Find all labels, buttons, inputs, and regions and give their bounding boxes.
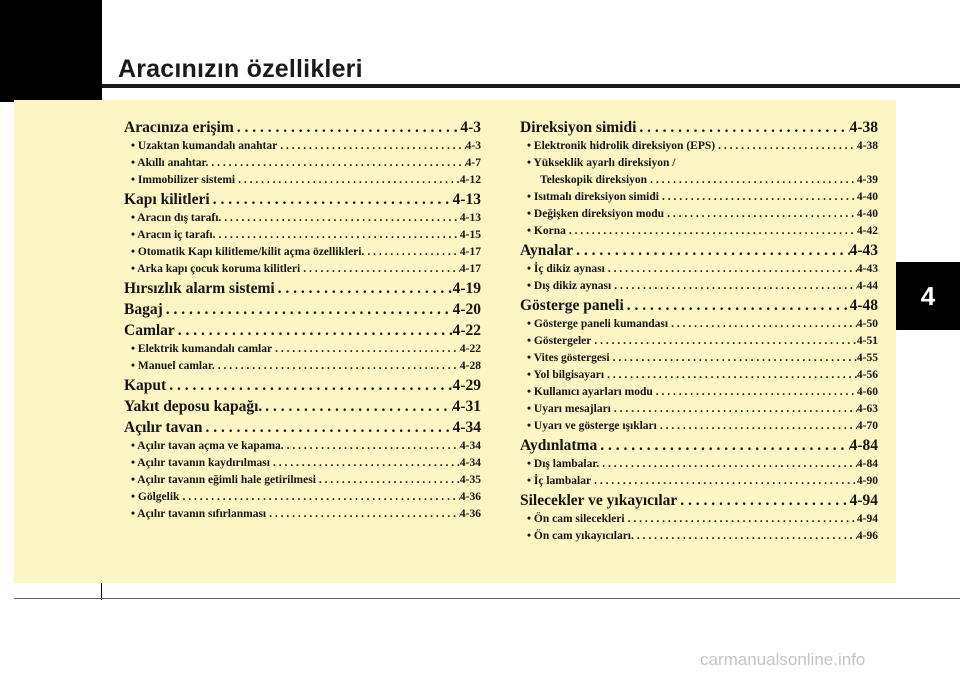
page-number: 4-19 [452, 280, 481, 297]
toc-subentry-label: • Ön cam silecekleri [527, 513, 625, 525]
dot-leader [611, 278, 857, 295]
toc-subentry[interactable] [520, 384, 878, 401]
page-number: 4-48 [849, 297, 878, 314]
toc-section-entry[interactable] [124, 320, 481, 341]
dot-leader [235, 172, 460, 189]
dot-leader [625, 511, 857, 528]
title-rule [102, 84, 960, 88]
toc-subentry-label: • Korna [527, 225, 566, 237]
page-number: 4-55 [856, 352, 878, 364]
toc-subentry[interactable] [520, 333, 878, 350]
toc-subentry-label: • Uyarı mesajları [527, 403, 611, 415]
toc-subentry[interactable] [124, 261, 481, 278]
toc-section-label: Camlar [124, 322, 175, 339]
dot-leader [270, 455, 460, 472]
dot-leader [203, 417, 453, 438]
toc-subentry-label: • Aracın dış tarafı. [131, 212, 222, 224]
dot-leader [316, 472, 460, 489]
toc-section-entry[interactable] [124, 117, 481, 138]
toc-column-right [520, 117, 878, 545]
toc-subentry[interactable] [520, 473, 878, 490]
page-number: 4-15 [459, 229, 481, 241]
toc-section-label: Silecekler ve yıkayıcılar [520, 492, 678, 509]
dot-leader [216, 227, 460, 244]
page-number: 4-43 [856, 263, 878, 275]
page-number: 4-42 [856, 225, 878, 237]
footer-rule [14, 598, 960, 599]
page-number: 4-70 [856, 420, 878, 432]
toc-subentry[interactable] [124, 244, 481, 261]
dot-leader [715, 138, 857, 155]
toc-section-label: Kapı kilitleri [124, 191, 210, 208]
toc-subentry-label: • Dış lambalar. [527, 458, 600, 470]
toc-section-label: Aydınlatma [520, 437, 598, 454]
toc-subentry[interactable] [520, 350, 878, 367]
toc-section-entry[interactable] [520, 435, 878, 456]
toc-section-entry[interactable] [124, 417, 481, 438]
dot-leader [221, 210, 460, 227]
toc-section-entry[interactable] [520, 117, 878, 138]
toc-subentry-label: • Ön cam yıkayıcıları. [527, 530, 634, 542]
toc-subentry-label: • Elektrik kumandalı camlar [131, 343, 273, 355]
toc-subentry-label: • İç dikiz aynası [527, 263, 605, 275]
toc-subentry[interactable] [124, 438, 481, 455]
dot-leader [610, 350, 857, 367]
toc-subentry[interactable] [520, 278, 878, 295]
page-number: 4-94 [849, 492, 878, 509]
page-number: 4-22 [452, 322, 481, 339]
page-number: 4-13 [459, 212, 481, 224]
toc-subentry[interactable] [520, 456, 878, 473]
toc-subitem-label: • Yükseklik ayarlı direksiyon / [527, 157, 676, 169]
toc-subentry[interactable] [520, 401, 878, 418]
toc-subentry-label: • Arka kapı çocuk koruma kilitleri [131, 263, 301, 275]
toc-subentry[interactable] [520, 528, 878, 545]
toc-section-label: Açılır tavan [124, 419, 203, 436]
page-number: 4-34 [452, 419, 481, 436]
page-number: 4-38 [856, 140, 878, 152]
page-number: 4-34 [459, 440, 481, 452]
toc-subentry-label: • Uzaktan kumandalı anahtar [131, 140, 278, 152]
toc-section-entry[interactable] [124, 396, 481, 417]
dot-leader [179, 489, 459, 506]
toc-subentry[interactable] [520, 316, 878, 333]
toc-section-label: Yakıt deposu kapağı. [124, 398, 263, 415]
dot-leader [215, 358, 460, 375]
toc-section-entry[interactable] [124, 189, 481, 210]
page-number: 4-84 [849, 437, 878, 454]
page-number: 4-28 [459, 360, 481, 372]
toc-subentry[interactable] [124, 341, 481, 358]
toc-section-label: Kaput [124, 377, 167, 394]
toc-subentry-label: • Kullanıcı ayarları modu [527, 386, 653, 398]
watermark: carmanualsonline.info [700, 650, 866, 669]
dot-leader [668, 316, 857, 333]
dot-leader [605, 261, 857, 278]
toc-subentry[interactable] [520, 418, 878, 435]
toc-subentry[interactable] [520, 206, 878, 223]
page-number: 4-84 [856, 458, 878, 470]
toc-subentry-label: • Dış dikiz aynası [527, 280, 612, 292]
page-number: 4-96 [856, 530, 878, 542]
toc-subentry-label: • Immobilizer sistemi [131, 174, 236, 186]
dot-leader [163, 299, 453, 320]
toc-section-label: Gösterge paneli [520, 297, 624, 314]
dot-leader [175, 320, 453, 341]
page-number: 4-94 [856, 513, 878, 525]
page-number: 4-7 [465, 157, 481, 169]
dot-leader [604, 367, 857, 384]
dot-leader [677, 490, 849, 511]
dot-leader [659, 189, 857, 206]
dot-leader [275, 278, 453, 299]
toc-subentry[interactable] [124, 506, 481, 523]
page-number: 4-90 [856, 475, 878, 487]
toc-subentry[interactable] [520, 261, 878, 278]
dot-leader [208, 155, 465, 172]
toc-subentry-label: • Akıllı anahtar. [131, 157, 209, 169]
page-number: 4-35 [459, 474, 481, 486]
toc-subentry-label: • Gölgelik [131, 491, 180, 503]
toc-subentry-label: • Açılır tavanın eğimli hale getirilmesi [131, 474, 316, 486]
page-number: 4-36 [459, 491, 481, 503]
toc-subentry-label: Teleskopik direksiyon [540, 174, 648, 186]
page-number: 4-40 [856, 191, 878, 203]
toc-subentry-label: • Manuel camlar. [131, 360, 215, 372]
toc-section-entry[interactable] [520, 240, 878, 261]
page-number: 4-3 [460, 119, 481, 136]
toc-subentry[interactable] [124, 358, 481, 375]
toc-subentry-label: • Aracın iç tarafı. [131, 229, 216, 241]
toc-column-left [124, 117, 481, 523]
page-number: 4-36 [459, 508, 481, 520]
toc-section-label: Aynalar [520, 242, 574, 259]
dot-leader [234, 117, 461, 138]
dot-leader [300, 261, 460, 278]
page-number: 4-39 [856, 174, 878, 186]
dot-leader [647, 172, 857, 189]
toc-subentry[interactable] [124, 138, 481, 155]
toc-subentry-label: • İç lambalar [527, 475, 592, 487]
toc-subentry-label: • Vites göstergesi [527, 352, 610, 364]
dot-leader [611, 401, 857, 418]
dot-leader [653, 384, 857, 401]
page-number: 4-17 [459, 263, 481, 275]
dot-leader [573, 240, 849, 261]
toc-subentry[interactable] [520, 172, 878, 189]
toc-subentry-label: • Açılır tavanın sıfırlanması [131, 508, 267, 520]
dot-leader [591, 333, 857, 350]
page-number: 4-44 [856, 280, 878, 292]
page-title: Aracınızın özellikleri [118, 55, 363, 83]
toc-section-entry[interactable] [124, 375, 481, 396]
toc-subentry[interactable] [520, 189, 878, 206]
page-number: 4-13 [452, 191, 481, 208]
page-number: 4-40 [856, 208, 878, 220]
toc-section-label: Direksiyon simidi [520, 119, 637, 136]
page-number: 4-38 [849, 119, 878, 136]
toc-subentry-label: • Otomatik Kapı kilitleme/kilit açma özellikleri. [131, 246, 365, 258]
toc-subentry[interactable] [520, 223, 878, 240]
page-number: 4-31 [452, 398, 481, 415]
toc-subentry[interactable] [124, 155, 481, 172]
page-number: 4-51 [856, 335, 878, 347]
toc-section-entry[interactable] [124, 278, 481, 299]
toc-subentry-label: • Gösterge paneli kumandası [527, 318, 669, 330]
page-number: 4-56 [856, 369, 878, 381]
toc-subentry[interactable] [124, 472, 481, 489]
dot-leader [624, 295, 850, 316]
toc-subentry-label: • Isıtmalı direksiyon simidi [527, 191, 659, 203]
toc-section-entry[interactable] [520, 295, 878, 316]
page-number: 4-60 [856, 386, 878, 398]
dot-leader [599, 456, 857, 473]
page-number: 4-20 [452, 301, 481, 318]
toc-subentry[interactable] [124, 227, 481, 244]
toc-subentry[interactable] [520, 138, 878, 155]
page-number: 4-43 [849, 242, 878, 259]
dot-leader [210, 189, 453, 210]
toc-subentry[interactable] [124, 489, 481, 506]
toc-subentry[interactable] [124, 210, 481, 227]
toc-subentry-label: • Yol bilgisayarı [527, 369, 605, 381]
toc-section-label: Bagaj [124, 301, 163, 318]
dot-leader [664, 206, 857, 223]
dot-leader [266, 506, 460, 523]
page-number: 4-12 [459, 174, 481, 186]
toc-subentry-label: • Açılır tavanın kaydırılması [131, 457, 270, 469]
page-number: 4-34 [459, 457, 481, 469]
toc-subentry[interactable] [520, 367, 878, 384]
toc-section-label: Aracınıza erişim [124, 119, 234, 136]
toc-subentry[interactable] [520, 511, 878, 528]
page-number: 4-3 [465, 140, 481, 152]
dot-leader [272, 341, 460, 358]
corner-block [0, 0, 102, 102]
dot-leader [166, 375, 452, 396]
page-number: 4-29 [452, 377, 481, 394]
page-number: 4-50 [856, 318, 878, 330]
toc-section-entry[interactable] [520, 490, 878, 511]
toc-section-label: Hırsızlık alarm sistemi [124, 280, 275, 297]
toc-subentry[interactable] [124, 455, 481, 472]
dot-leader [591, 473, 857, 490]
toc-subentry[interactable] [124, 172, 481, 189]
dot-leader [634, 528, 857, 545]
page-number: 4-63 [856, 403, 878, 415]
chapter-tab[interactable]: 4 [896, 262, 960, 330]
dot-leader [277, 138, 465, 155]
toc-section-entry[interactable] [124, 299, 481, 320]
toc-subentry-label: • Değişken direksiyon modu [527, 208, 665, 220]
toc-subentry-label: • Açılır tavan açma ve kapama. [131, 440, 284, 452]
dot-leader [597, 435, 849, 456]
toc-subentry-label: • Uyarı ve gösterge ışıkları [527, 420, 657, 432]
toc-subentry-label: • Elektronik hidrolik direksiyon (EPS) [527, 140, 716, 152]
dot-leader [284, 438, 460, 455]
dot-leader [636, 117, 849, 138]
dot-leader [566, 223, 857, 240]
page-number: 4-22 [459, 343, 481, 355]
dot-leader [262, 396, 452, 417]
dot-leader [657, 418, 857, 435]
page-number: 4-17 [459, 246, 481, 258]
toc-subentry-label: • Göstergeler [527, 335, 592, 347]
dot-leader [364, 244, 460, 261]
